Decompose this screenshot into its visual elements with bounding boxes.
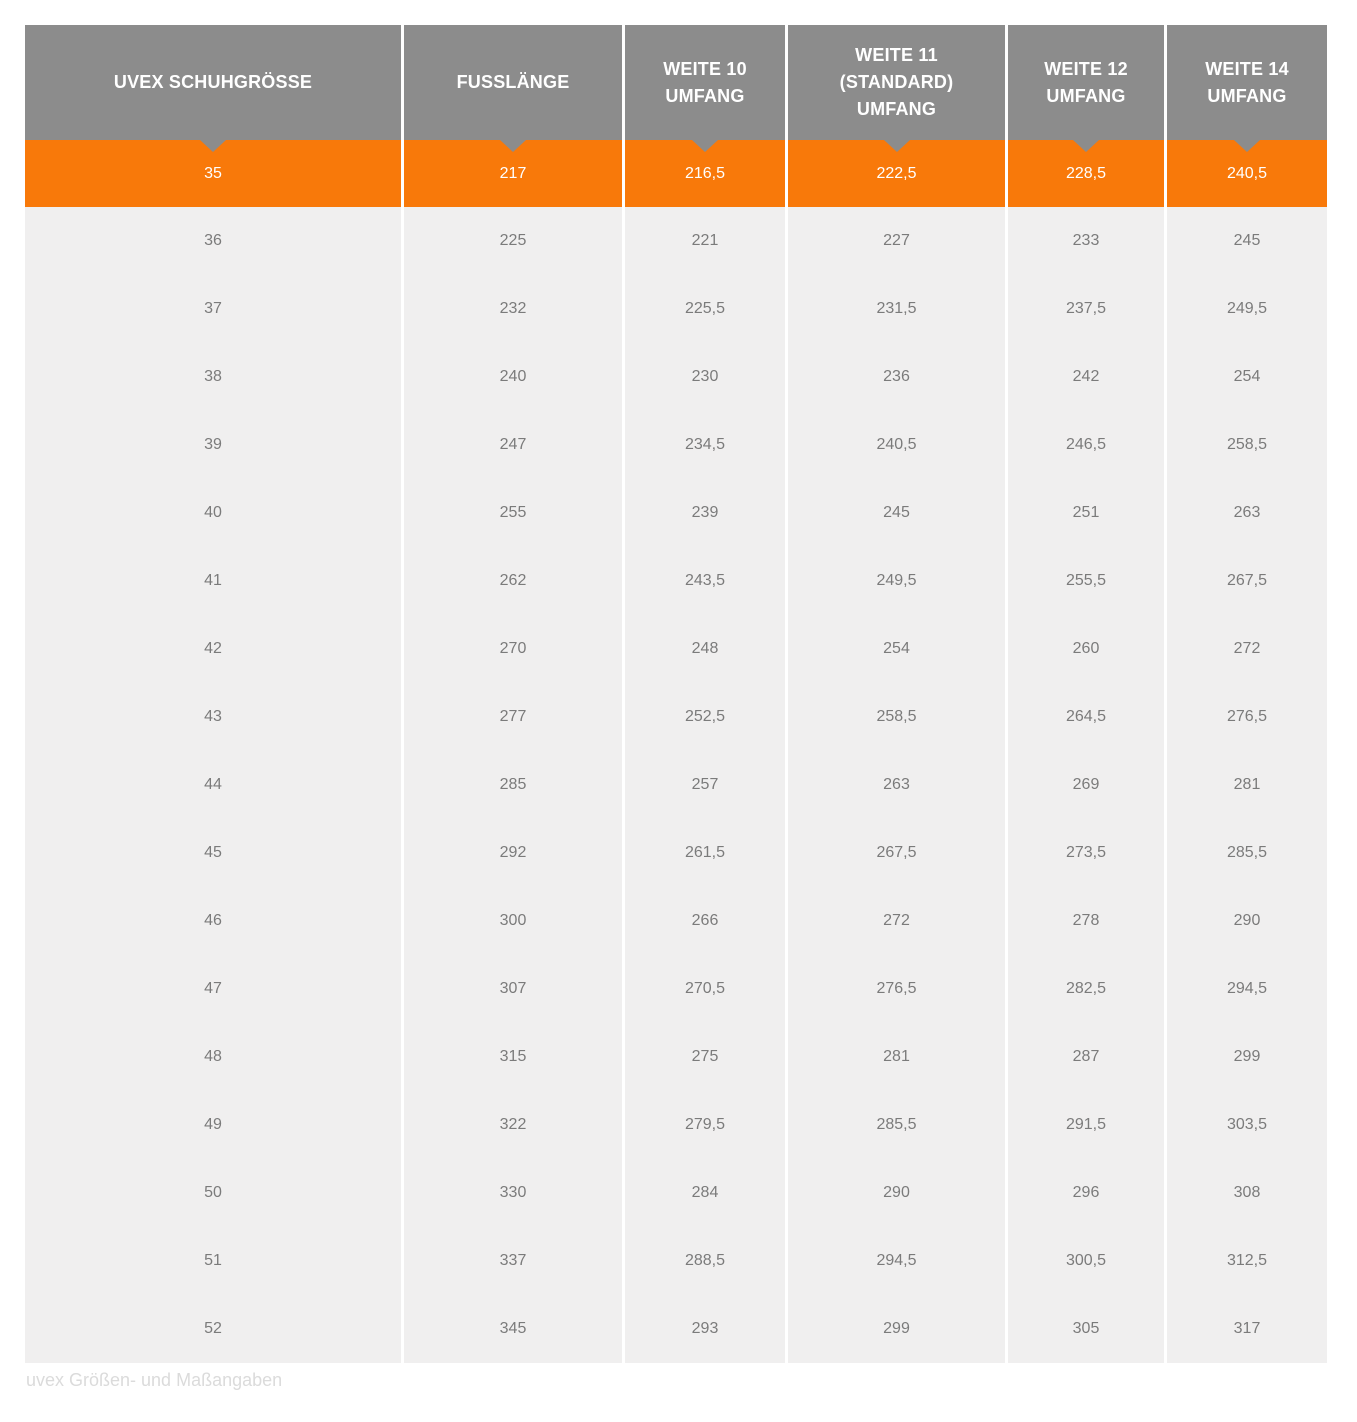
header-row [25,25,1327,140]
table-cell: 42 [25,615,401,683]
table-cell: 45 [25,819,401,887]
column-header-label: UMFANG [665,85,745,106]
table-cell: 234,5 [625,411,785,479]
column-header-label: UMFANG [1207,85,1287,106]
table-cell: 258,5 [1167,411,1327,479]
table-cell: 249,5 [1167,275,1327,343]
table-header [25,25,1327,140]
table-row [25,955,1327,1023]
table-cell: 263 [1167,479,1327,547]
table-cell: 230 [625,343,785,411]
column-header-label: UMFANG [1046,85,1126,106]
size-table [22,25,1330,1363]
table-cell: 246,5 [1008,411,1164,479]
table-row [25,1091,1327,1159]
table-row [25,615,1327,683]
table-cell: 243,5 [625,547,785,615]
table-cell: 255,5 [1008,547,1164,615]
table-row [25,343,1327,411]
table-cell: 270 [404,615,622,683]
table-cell: 47 [25,955,401,1023]
table-row [25,479,1327,547]
table-cell: 293 [625,1295,785,1363]
table-cell: 237,5 [1008,275,1164,343]
table-cell: 240,5 [1167,140,1327,207]
table-cell: 261,5 [625,819,785,887]
table-cell: 228,5 [1008,140,1164,207]
column-header-weite-11-standard-umfang [788,25,1005,140]
table-cell: 217 [404,140,622,207]
table-cell: 345 [404,1295,622,1363]
table-cell: 50 [25,1159,401,1227]
table-cell: 46 [25,887,401,955]
table-cell: 216,5 [625,140,785,207]
table-cell: 296 [1008,1159,1164,1227]
table-cell: 305 [1008,1295,1164,1363]
table-row [25,1159,1327,1227]
table-cell: 239 [625,479,785,547]
table-cell: 287 [1008,1023,1164,1091]
table-cell: 37 [25,275,401,343]
table-cell: 51 [25,1227,401,1295]
table-cell: 285,5 [788,1091,1005,1159]
table-row [25,683,1327,751]
column-header-label: WEITE 14 [1205,58,1289,79]
table-cell: 236 [788,343,1005,411]
chevron-down-icon [884,140,910,152]
table-cell: 317 [1167,1295,1327,1363]
table-cell: 52 [25,1295,401,1363]
table-cell: 276,5 [1167,683,1327,751]
table-cell: 272 [788,887,1005,955]
table-cell: 44 [25,751,401,819]
table-cell: 312,5 [1167,1227,1327,1295]
table-cell: 281 [788,1023,1005,1091]
table-cell: 308 [1167,1159,1327,1227]
table-cell: 254 [788,615,1005,683]
table-row [25,1023,1327,1091]
table-cell: 233 [1008,207,1164,275]
table-cell: 337 [404,1227,622,1295]
table-cell: 231,5 [788,275,1005,343]
table-cell: 225 [404,207,622,275]
table-cell: 252,5 [625,683,785,751]
table-cell: 294,5 [1167,955,1327,1023]
table-cell: 307 [404,955,622,1023]
table-caption: uvex Größen- und Maßangaben [26,1370,283,1390]
table-cell: 258,5 [788,683,1005,751]
table-cell: 288,5 [625,1227,785,1295]
table-cell: 278 [1008,887,1164,955]
table-cell: 272 [1167,615,1327,683]
table-cell: 284 [625,1159,785,1227]
table-cell: 251 [1008,479,1164,547]
table-cell: 300 [404,887,622,955]
table-cell: 282,5 [1008,955,1164,1023]
table-row [25,207,1327,275]
table-cell: 227 [788,207,1005,275]
table-cell: 240,5 [788,411,1005,479]
table-row [25,1295,1327,1363]
table-row [25,751,1327,819]
table-cell: 248 [625,615,785,683]
column-header-label: UVEX SCHUHGRÖSSE [113,72,313,92]
table-cell: 242 [1008,343,1164,411]
table-cell: 267,5 [1167,547,1327,615]
table-cell: 281 [1167,751,1327,819]
table-cell: 41 [25,547,401,615]
table-cell: 254 [1167,343,1327,411]
table-cell: 273,5 [1008,819,1164,887]
table-cell: 255 [404,479,622,547]
table-cell: 257 [625,751,785,819]
table-cell: 292 [404,819,622,887]
table-row [25,887,1327,955]
table-row [25,275,1327,343]
table-cell: 291,5 [1008,1091,1164,1159]
table-cell: 299 [1167,1023,1327,1091]
table-cell: 262 [404,547,622,615]
table-cell: 270,5 [625,955,785,1023]
chevron-down-icon [692,140,718,152]
table-body [25,140,1327,1363]
table-cell: 48 [25,1023,401,1091]
chevron-down-icon [1234,140,1260,152]
table-cell: 225,5 [625,275,785,343]
table-cell: 39 [25,411,401,479]
table-cell: 315 [404,1023,622,1091]
table-cell: 276,5 [788,955,1005,1023]
column-header-label: WEITE 12 [1044,58,1128,79]
table-cell: 264,5 [1008,683,1164,751]
table-cell: 247 [404,411,622,479]
table-cell: 275 [625,1023,785,1091]
table-cell: 285 [404,751,622,819]
table-row [25,819,1327,887]
chevron-down-icon [500,140,526,152]
table-cell: 245 [1167,207,1327,275]
table-cell: 40 [25,479,401,547]
chevron-down-icon [1073,140,1099,152]
column-header-label: (STANDARD) [839,72,954,92]
table-cell: 221 [625,207,785,275]
table-cell: 269 [1008,751,1164,819]
table-cell: 43 [25,683,401,751]
table-cell: 303,5 [1167,1091,1327,1159]
table-cell: 290 [788,1159,1005,1227]
chevron-down-icon [200,140,226,152]
table-cell: 330 [404,1159,622,1227]
table-cell: 299 [788,1295,1005,1363]
table-cell: 263 [788,751,1005,819]
table-row [25,547,1327,615]
table-cell: 294,5 [788,1227,1005,1295]
column-header-uvex-schuhgroesse [25,25,401,140]
table-row [25,411,1327,479]
table-cell: 222,5 [788,140,1005,207]
column-header-weite-10-umfang [625,25,785,140]
table-cell: 285,5 [1167,819,1327,887]
table-cell: 38 [25,343,401,411]
table-cell: 266 [625,887,785,955]
table-cell: 232 [404,275,622,343]
column-header-weite-12-umfang [1008,25,1164,140]
table-cell: 260 [1008,615,1164,683]
table-cell: 277 [404,683,622,751]
table-cell: 300,5 [1008,1227,1164,1295]
table-cell: 322 [404,1091,622,1159]
table-cell: 249,5 [788,547,1005,615]
table-cell: 290 [1167,887,1327,955]
table-cell: 240 [404,343,622,411]
column-header-label: FUSSLÄNGE [456,72,570,92]
column-header-label: WEITE 11 [855,45,938,65]
column-header-fusslaenge [404,25,622,140]
column-header-label: UMFANG [856,99,937,119]
table-cell: 35 [25,140,401,207]
table-row [25,1227,1327,1295]
table-cell: 245 [788,479,1005,547]
table-cell: 49 [25,1091,401,1159]
table-cell: 267,5 [788,819,1005,887]
table-cell: 36 [25,207,401,275]
table-cell: 279,5 [625,1091,785,1159]
column-header-weite-14-umfang [1167,25,1327,140]
column-header-label: WEITE 10 [663,58,747,79]
